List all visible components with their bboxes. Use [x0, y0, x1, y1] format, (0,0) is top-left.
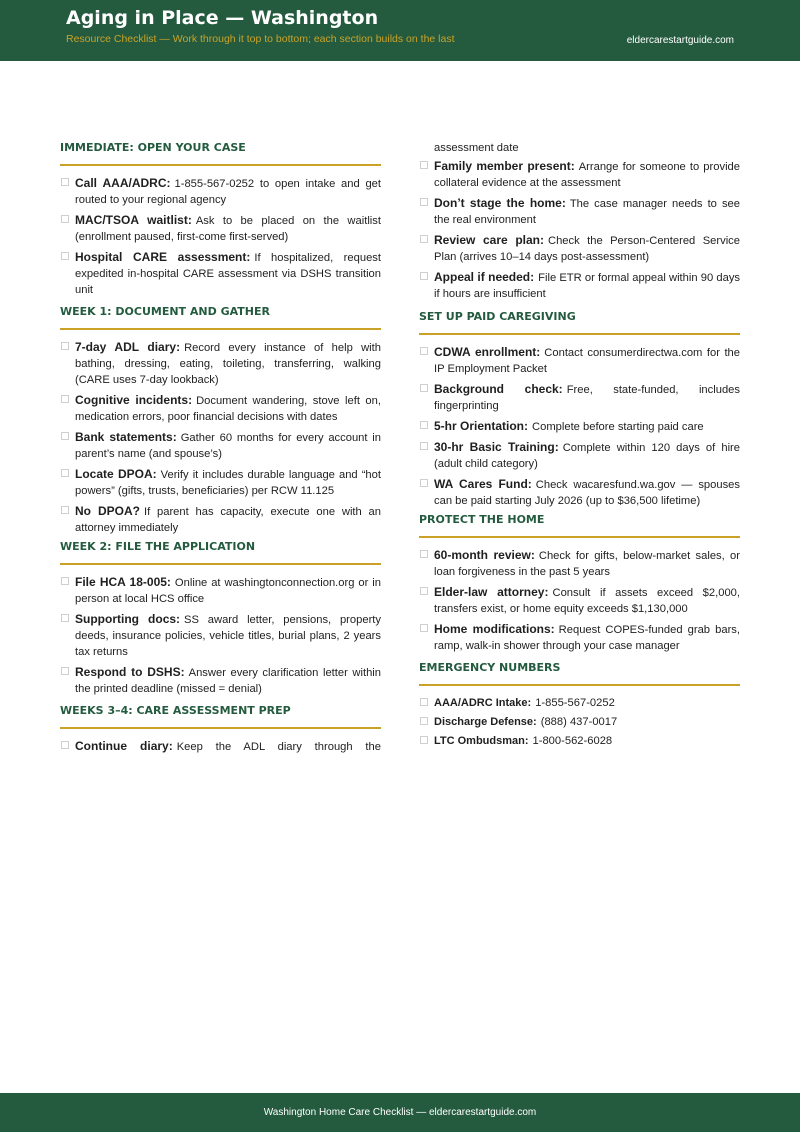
emergency-item[interactable]: LTC Ombudsman: 1-800-562-6028: [419, 733, 740, 749]
checkbox[interactable]: [420, 717, 428, 725]
checkbox[interactable]: [420, 235, 428, 243]
checklist-item[interactable]: Family member present: Arrange for someone to provide collateral evidence at the assessment: [419, 158, 740, 191]
checklist-item[interactable]: Continue diary: Keep the ADL diary through the: [60, 738, 381, 755]
checkbox[interactable]: [61, 178, 69, 186]
checkbox[interactable]: [61, 432, 69, 440]
checklist-item[interactable]: Hospital CARE assessment: If hospitalized, request expedited in-hospital CARE assessment via DSHS transition unit: [60, 249, 381, 298]
checkbox[interactable]: [420, 421, 428, 429]
section-care-assessment: [60, 704, 381, 759]
checkbox[interactable]: [420, 384, 428, 392]
checklist-item[interactable]: MAC/TSOA waitlist: Ask to be placed on the waitlist (enrollment paused, first-come first-served): [60, 212, 381, 245]
checklist-item[interactable]: Elder-law attorney: Consult if assets exceed $2,000, transfers exist, or home equity exceeds $1,130,000: [419, 584, 740, 617]
section-protect-home: [419, 513, 740, 658]
continued-text: assessment date: [434, 142, 519, 154]
checklist-item[interactable]: 5-hr Orientation: Complete before starting paid care: [419, 418, 740, 435]
checklist-item[interactable]: Call AAA/ADRC: 1-855-567-0252 to open intake and get routed to your regional agency: [60, 175, 381, 208]
checklist-item[interactable]: Review care plan: Check the Person-Centered Service Plan (arrives 10–14 days post-assessment): [419, 232, 740, 265]
checklist-item[interactable]: 7-day ADL diary: Record every instance of help with bathing, dressing, eating, toileting, transferring, walking (CARE uses 7-day lookback): [60, 339, 381, 388]
section-title: EMERGENCY NUMBERS: [419, 661, 740, 686]
checkbox[interactable]: [420, 442, 428, 450]
checkbox[interactable]: [420, 698, 428, 706]
checklist-item[interactable]: 30-hr Basic Training: Complete within 120 days of hire (adult child category): [419, 439, 740, 472]
checklist-item[interactable]: WA Cares Fund: Check wacaresfund.wa.gov — spouses can be paid starting July 2026 (up to $36,500 lifetime): [419, 476, 740, 509]
header-site-link[interactable]: eldercarestartguide.com: [626, 35, 734, 46]
checklist-item[interactable]: Background check: Free, state-funded, includes fingerprinting: [419, 381, 740, 414]
checkbox[interactable]: [420, 624, 428, 632]
checkbox[interactable]: [420, 736, 428, 744]
section-title: WEEK 2: FILE THE APPLICATION: [60, 540, 381, 565]
checkbox[interactable]: [61, 614, 69, 622]
page-title: Aging in Place — Washington: [66, 7, 379, 29]
emergency-item[interactable]: Discharge Defense: (888) 437-0017: [419, 714, 740, 730]
checkbox[interactable]: [420, 550, 428, 558]
checklist-item[interactable]: File HCA 18-005: Online at washingtonconnection.org or in person at local HCS office: [60, 574, 381, 607]
checklist-item[interactable]: Cognitive incidents: Document wandering, stove left on, medication errors, poor financial decisions with dates: [60, 392, 381, 425]
checklist-item[interactable]: Bank statements: Gather 60 months for every account in parent’s name (and spouse’s): [60, 429, 381, 462]
checkbox[interactable]: [61, 577, 69, 585]
checkbox[interactable]: [420, 479, 428, 487]
checklist-item[interactable]: 60-month review: Check for gifts, below-market sales, or loan forgiveness in the past 5 years: [419, 547, 740, 580]
section-title: IMMEDIATE: OPEN YOUR CASE: [60, 141, 381, 166]
checkbox[interactable]: [61, 469, 69, 477]
section-emergency-numbers: [419, 661, 740, 752]
checklist-item[interactable]: Locate DPOA: Verify it includes durable language and “hot powers” (gifts, trusts, beneficiaries) per RCW 11.125: [60, 466, 381, 499]
checklist-item[interactable]: Home modifications: Request COPES-funded grab bars, ramp, walk-in shower through your case manager: [419, 621, 740, 654]
checkbox[interactable]: [420, 587, 428, 595]
checkbox[interactable]: [61, 395, 69, 403]
checkbox[interactable]: [420, 347, 428, 355]
checkbox[interactable]: [420, 272, 428, 280]
checkbox[interactable]: [61, 342, 69, 350]
section-title: WEEK 1: DOCUMENT AND GATHER: [60, 305, 381, 330]
section-title: WEEKS 3–4: CARE ASSESSMENT PREP: [60, 704, 381, 729]
section-open-case: [60, 141, 381, 302]
page-footer: [0, 1093, 800, 1132]
section-title: PROTECT THE HOME: [419, 513, 740, 538]
checkbox[interactable]: [420, 161, 428, 169]
section-document-gather: [60, 305, 381, 540]
checklist-item[interactable]: No DPOA? If parent has capacity, execute one with an attorney immediately: [60, 503, 381, 536]
emergency-item[interactable]: AAA/ADRC Intake: 1-855-567-0252: [419, 695, 740, 711]
section-title: SET UP PAID CAREGIVING: [419, 310, 740, 335]
page-header: [0, 0, 800, 61]
checkbox[interactable]: [61, 741, 69, 749]
checkbox[interactable]: [61, 215, 69, 223]
checkbox[interactable]: [61, 252, 69, 260]
checkbox[interactable]: [420, 198, 428, 206]
footer-text: Washington Home Care Checklist — eldercarestartguide.com: [263, 1107, 537, 1118]
checkbox[interactable]: [61, 667, 69, 675]
section-file-application: [60, 540, 381, 701]
checklist-item[interactable]: CDWA enrollment: Contact consumerdirectwa.com for the IP Employment Packet: [419, 344, 740, 377]
checklist-item[interactable]: Supporting docs: SS award letter, pensions, property deeds, insurance policies, vehicle titles, burial plans, 2 years tax returns: [60, 611, 381, 660]
checkbox[interactable]: [61, 506, 69, 514]
checklist-item[interactable]: Respond to DSHS: Answer every clarification letter within the printed deadline (missed = denial): [60, 664, 381, 697]
section-care-assessment-continued: [419, 140, 740, 306]
checklist-item[interactable]: Don’t stage the home: The case manager needs to see the real environment: [419, 195, 740, 228]
checklist-item[interactable]: Appeal if needed: File ETR or formal appeal within 90 days if hours are insufficient: [419, 269, 740, 302]
section-paid-caregiving: [419, 310, 740, 513]
page-subtitle: Resource Checklist — Work through it top to bottom; each section builds on the last: [66, 33, 455, 45]
